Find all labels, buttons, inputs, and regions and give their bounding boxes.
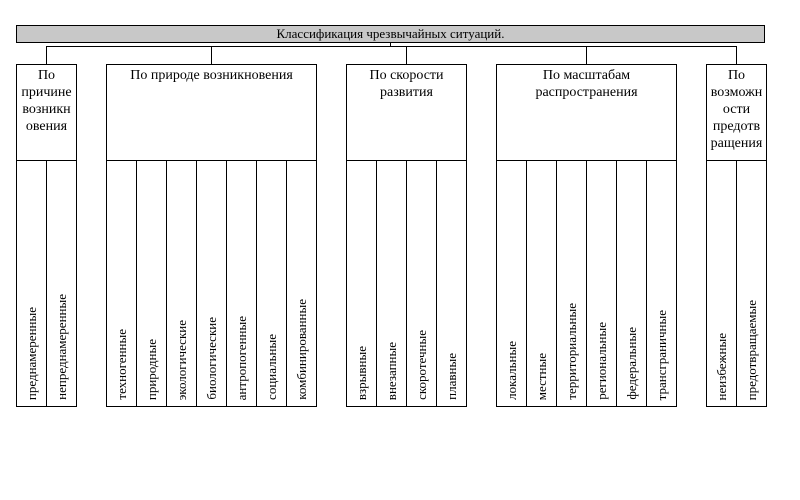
category-item-label: региональные	[593, 322, 609, 400]
category-header-line: возможн	[710, 85, 763, 100]
category-item-label: экологические	[173, 319, 189, 400]
category-item-label: неизбежные	[713, 332, 729, 400]
category-header	[706, 64, 767, 161]
category-item	[226, 160, 257, 407]
category-item	[256, 160, 287, 407]
category-item-label: преднамеренные	[23, 306, 39, 400]
category-item-label: природные	[143, 338, 159, 400]
category-header	[346, 64, 467, 161]
category-item-label: взрывные	[353, 345, 369, 400]
category-item	[106, 160, 137, 407]
category-header	[496, 64, 677, 161]
category-header-line: По	[727, 68, 746, 83]
category-header-line: По	[37, 68, 56, 83]
category-header-line: ращения	[710, 136, 763, 151]
category-item-label: локальные	[503, 341, 519, 400]
category-item	[136, 160, 167, 407]
category-item	[736, 160, 767, 407]
category-item	[46, 160, 77, 407]
category-item-label: скоротечные	[413, 330, 429, 400]
category-item-label: комбинированные	[293, 299, 309, 400]
category-header-line: причине	[21, 85, 72, 100]
category-item-label: внезапные	[383, 341, 399, 400]
category-item-label: территориальные	[563, 303, 579, 400]
category-item	[16, 160, 47, 407]
category-item-label: социальные	[263, 334, 279, 400]
category-item	[496, 160, 527, 407]
diagram-title: Классификация чрезвычайных ситуаций.	[16, 25, 765, 43]
connector-bus	[46, 46, 736, 47]
category-item-label: плавные	[443, 353, 459, 400]
category-item	[586, 160, 617, 407]
category-item-label: трансграничные	[653, 309, 669, 400]
category-item	[286, 160, 317, 407]
category-header	[106, 64, 317, 161]
category-item	[616, 160, 647, 407]
category-item	[166, 160, 197, 407]
category-item-label: биологические	[203, 317, 219, 400]
category-header-line: развития	[380, 85, 433, 100]
category-item-label: местные	[533, 352, 549, 400]
connector-category-4	[736, 46, 737, 64]
category-item	[706, 160, 737, 407]
category-item-label: непреднамеренные	[53, 294, 69, 400]
category-header-line: По масштабам	[542, 68, 631, 83]
category-item-label: федеральные	[623, 327, 639, 400]
category-header-line: По природе возникновения	[130, 68, 293, 83]
connector-category-1	[211, 46, 212, 64]
connector-title-stub	[390, 43, 391, 46]
connector-category-3	[586, 46, 587, 64]
connector-category-0	[46, 46, 47, 64]
category-item	[646, 160, 677, 407]
category-item	[376, 160, 407, 407]
category-item	[346, 160, 377, 407]
category-item-label: техногенные	[113, 329, 129, 400]
category-header	[16, 64, 77, 161]
category-item-label: антропогенные	[233, 315, 249, 400]
category-header-line: ости	[722, 102, 751, 117]
category-item	[526, 160, 557, 407]
category-header-line: предотв	[712, 119, 761, 134]
category-item	[556, 160, 587, 407]
category-item	[436, 160, 467, 407]
connector-category-2	[406, 46, 407, 64]
category-header-line: овения	[25, 119, 68, 134]
category-header-line: возникн	[22, 102, 71, 117]
category-header-line: По скорости	[369, 68, 444, 83]
category-header-line: распространения	[535, 85, 638, 100]
category-item	[196, 160, 227, 407]
category-item	[406, 160, 437, 407]
category-item-label: предотвращаемые	[743, 299, 759, 400]
